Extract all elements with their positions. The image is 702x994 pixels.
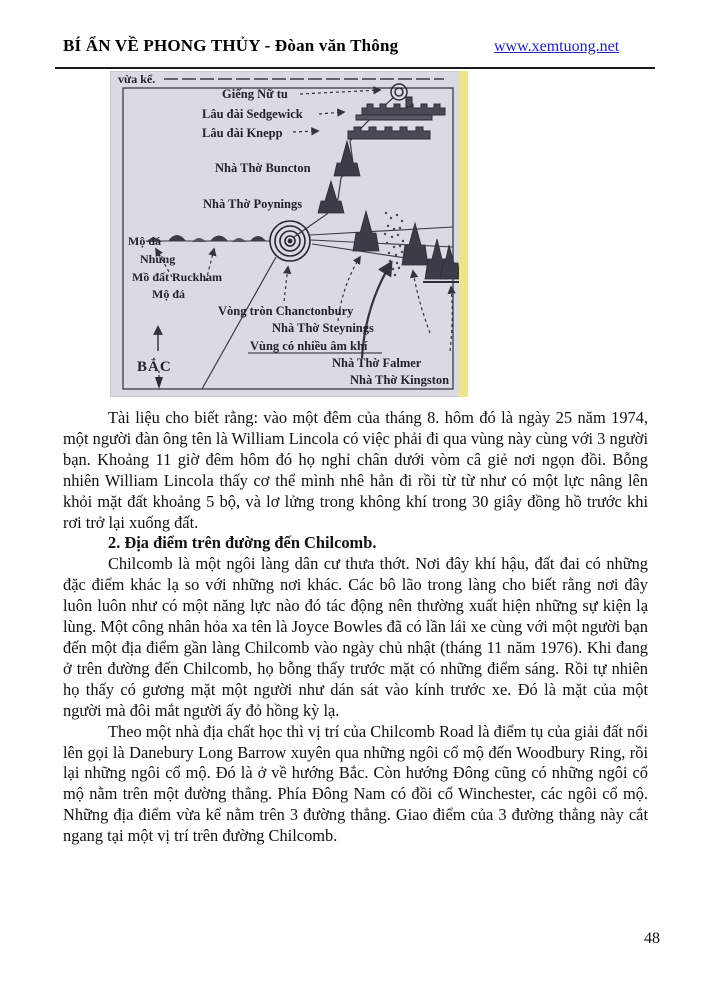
website-link[interactable]: www.xemtuong.net bbox=[494, 38, 620, 55]
north-arrow-icon bbox=[155, 327, 163, 389]
site-map-drawing bbox=[110, 71, 468, 397]
map-label-well: Giếng Nữ tu bbox=[222, 87, 288, 101]
map-label-buncton: Nhà Thờ Buncton bbox=[215, 161, 311, 175]
body-text bbox=[63, 408, 648, 847]
caption-fragment: vừa kể. bbox=[118, 72, 156, 86]
header-divider bbox=[55, 67, 655, 69]
map-label-mo-da-2: Mộ đá bbox=[152, 287, 185, 301]
map-label-chanctonbury: Vòng tròn Chanctonbury bbox=[218, 304, 354, 318]
map-label-steynings: Nhà Thờ Steynings bbox=[272, 321, 374, 335]
page-number: 48 bbox=[644, 930, 660, 947]
map-figure bbox=[110, 71, 468, 397]
map-label-falmer: Nhà Thờ Falmer bbox=[332, 356, 422, 370]
map-label-kingston: Nhà Thờ Kingston bbox=[350, 373, 450, 387]
map-label-sedgewick: Lâu đài Sedgewick bbox=[202, 107, 303, 121]
map-label-am-khi: Vùng có nhiều âm khí bbox=[250, 339, 368, 353]
map-label-mo-da-1: Mộ đá bbox=[128, 234, 161, 248]
map-label-nhung: Những bbox=[140, 252, 176, 266]
well-icon bbox=[391, 84, 407, 100]
ring-spiral-icon bbox=[270, 221, 310, 261]
paragraph-1: Tài liệu cho biết rằng: vào một đêm của tháng 8. hôm đó là ngày 25 năm 1974, một người đàn ông tên là William Lincola có việc phải đi qua vùng này cùng với 3 người bạn. Khoảng 11 giờ đêm hôm đó họ nghỉ chân dưới vòm câ giẻ nơi ngọn đồi. Bỗng nhiên William Lincola thấy cơ thể mình nhê hẳn đi rồi từ từ như có một lực nâng lên khỏi mặt đất khoảng 5 bộ, và lơ lửng trong không khí trong 30 giây đồng hồ trước khi rơi trở lại xuống đất. bbox=[63, 408, 648, 532]
map-label-ruckham: Mồ đất Ruckham bbox=[132, 270, 223, 284]
church-icon-buncton bbox=[334, 141, 360, 176]
document-title: BÍ ẨN VỀ PHONG THỦY - Đòan văn Thông bbox=[63, 36, 399, 55]
section-heading: 2. Địa điểm trên đường đến Chilcomb. bbox=[108, 533, 377, 553]
castle-icon bbox=[348, 97, 445, 139]
paragraph-3: Theo một nhà địa chất học thì vị trí của Chilcomb Road là điểm tụ của giải đất nổi lên gọi là Danebury Long Barrow xuyên qua những ngôi cổ mộ đến Woodbury Ring, rồi lại những ngôi cổ mộ. Đó là ở về hướng Bắc. Còn hướng Đông cũng có những ngôi cổ mộ nằm trên một đường thẳng. Phía Đông Nam có đồi cổ Winchester, các ngôi cổ mộ. Những địa điểm vừa kể nằm trên 3 đường thẳng. Giao điểm của 3 đường thẳng này cắt ngang tại một vị trí trên đường Chilcomb. bbox=[63, 721, 648, 846]
map-label-knepp: Lâu đài Knepp bbox=[202, 126, 283, 140]
paragraph-2: Chilcomb là một ngôi làng dân cư thưa thớt. Nơi đây khí hậu, đất đai có những đặc điểm khác lạ so với những nơi khác. Các bô lão trong làng cho biết rằng nơi đây luôn luôn như có một năng lực nào đó tác động nên thường xuất hiện những sự kiện lạ lùng. Một công nhân hỏa xa tên là Joyce Bowles đã có lần lái xe cùng với một người bạn đến một địa điểm gần làng Chilcomb vào ngày chủ nhật (tháng 11 năm 1976). Khi đang ở trên đường đến Chilcomb, họ bỗng thấy trước mặt có những điểm sáng. Rồi tự nhiên họ thấy có gương mặt một người như dán sát vào kính trước xe. Đó là mặt của một người mà đôi mắt người ấy đỏ hồng kỳ lạ. bbox=[63, 554, 648, 720]
map-label-poynings: Nhà Thờ Poynings bbox=[203, 197, 303, 211]
map-label-north: BẮC bbox=[137, 359, 172, 375]
scan-edge-strip bbox=[459, 71, 468, 397]
